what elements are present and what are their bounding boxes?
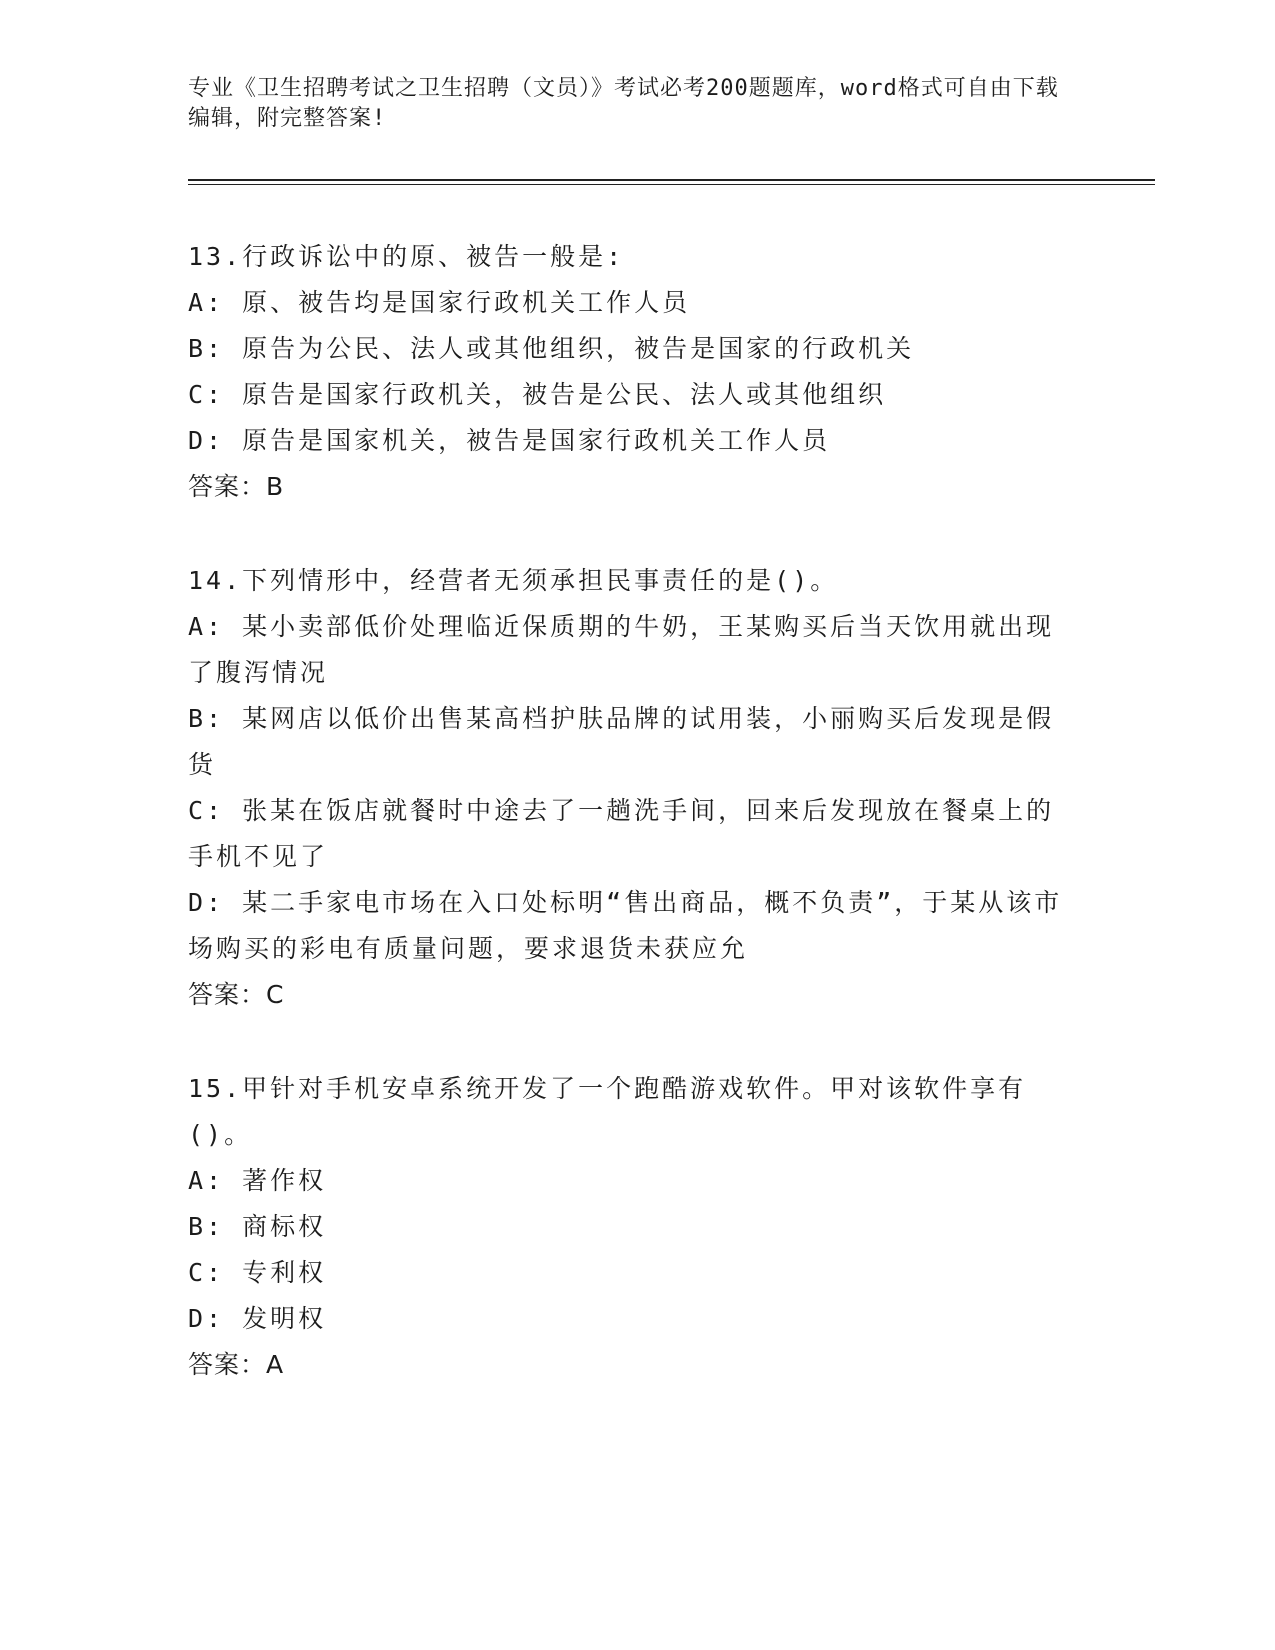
question-stem: 13.行政诉讼中的原、被告一般是: [188,242,625,271]
question-15 [188,1066,1080,1388]
answer-line: 答案：B [188,472,285,501]
option-a: A: 著作权 [188,1166,327,1195]
answer-line: 答案：A [188,1350,285,1379]
option-b: B: 商标权 [188,1212,327,1241]
option-d: D: 发明权 [188,1304,327,1333]
header-divider-thick [188,179,1155,181]
option-c: C: 原告是国家行政机关，被告是公民、法人或其他组织 [188,380,887,409]
option-c: C: 专利权 [188,1258,327,1287]
option-a: A: 原、被告均是国家行政机关工作人员 [188,288,691,317]
option-b: B: 某网店以低价出售某高档护肤品牌的试用装，小丽购买后发现是假货 [188,704,1055,779]
document-header: 专业《卫生招聘考试之卫生招聘（文员）》考试必考200题题库，word格式可自由下载编辑，附完整答案! [188,76,1059,131]
answer-line: 答案：C [188,980,285,1009]
option-d: D: 原告是国家机关，被告是国家行政机关工作人员 [188,426,831,455]
question-14 [188,558,1080,1018]
option-b: B: 原告为公民、法人或其他组织，被告是国家的行政机关 [188,334,915,363]
question-stem: 15.甲针对手机安卓系统开发了一个跑酷游戏软件。甲对该软件享有()。 [188,1074,1027,1149]
question-13 [188,234,1080,510]
question-list [188,234,1080,1436]
question-stem: 14.下列情形中，经营者无须承担民事责任的是()。 [188,566,839,595]
header-divider-thin [188,184,1155,185]
option-c: C: 张某在饭店就餐时中途去了一趟洗手间，回来后发现放在餐桌上的手机不见了 [188,796,1055,871]
option-d: D: 某二手家电市场在入口处标明“售出商品，概不负责”，于某从该市场购买的彩电有质量问题，要求退货未获应允 [188,888,1063,963]
option-a: A: 某小卖部低价处理临近保质期的牛奶，王某购买后当天饮用就出现了腹泻情况 [188,612,1055,687]
